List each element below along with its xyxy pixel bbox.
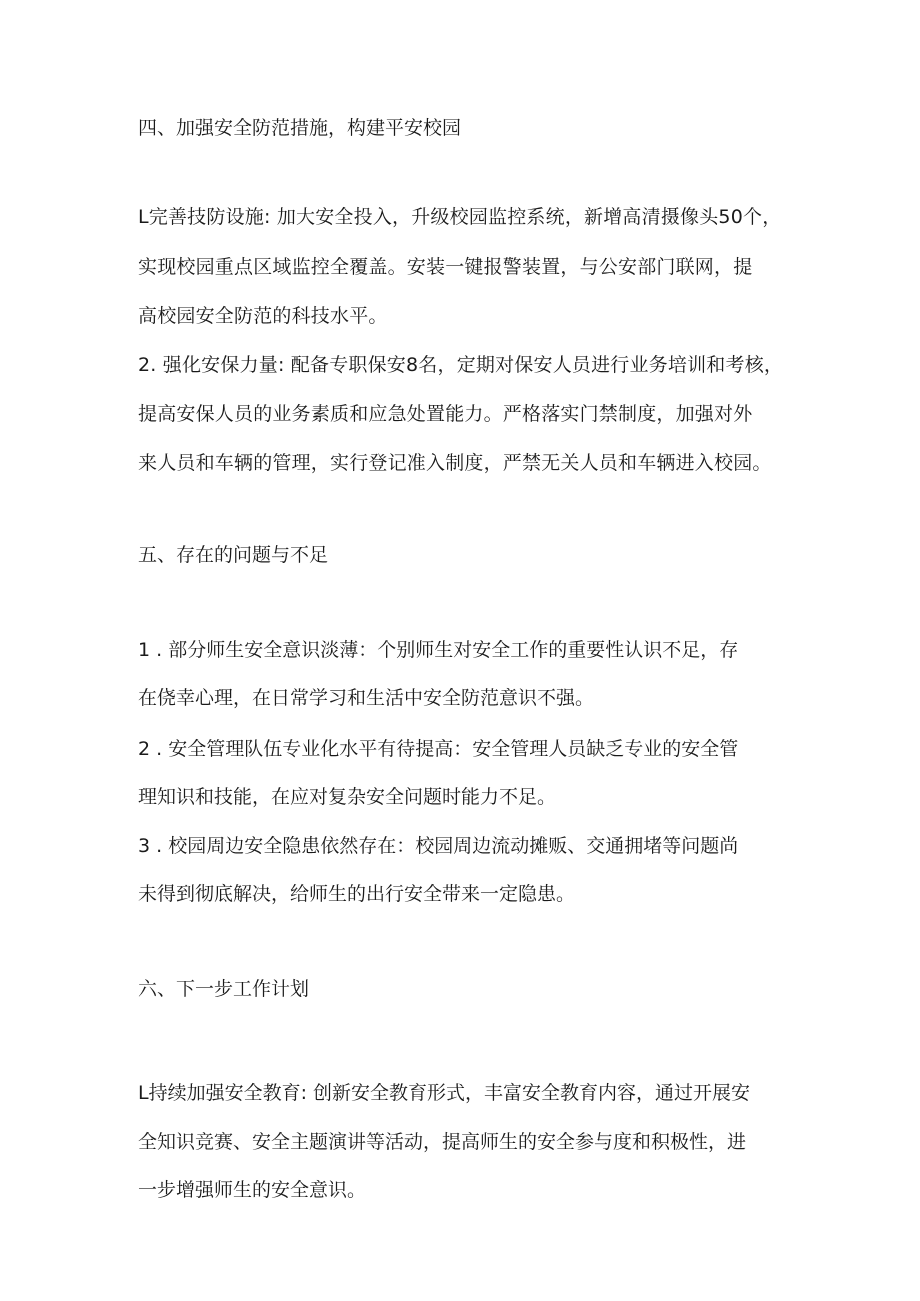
section4-item2-line3: 来人员和车辆的管理，实行登记准入制度，严禁无关人员和车辆进入校园。 [138,452,772,474]
section5-heading: 五、存在的问题与不足 [138,544,329,566]
section5-item1-line2: 在侥幸心理，在日常学习和生活中安全防范意识不强。 [138,687,595,709]
section5-item1-line1: 1 . 部分师生安全意识淡薄：个别师生对安全工作的重要性认识不足，存 [138,639,739,661]
section4-item1-line3: 高校园安全防范的科技水平。 [138,305,388,327]
section6-item1-line3: 一步增强师生的安全意识。 [138,1179,367,1201]
section6-heading: 六、下一步工作计划 [138,978,310,1000]
section5-item2-line1: 2 . 安全管理队伍专业化水平有待提高：安全管理人员缺乏专业的安全管 [138,738,739,760]
section4-heading: 四、加强安全防范措施，构建平安校园 [138,117,462,139]
section6-item1-line1: L持续加强安全教育: 创新安全教育形式，丰富安全教育内容，通过开展安 [138,1082,751,1104]
section6-item1-line2: 全知识竞赛、安全主题演讲等活动，提高师生的安全参与度和积极性，进 [138,1131,747,1153]
section4-item2-line1: 2. 强化安保力量: 配备专职保安8名，定期对保安人员进行业务培训和考核， [138,354,784,376]
section4-item1-line1: L完善技防设施: 加大安全投入，升级校园监控系统，新增高清摄像头50个， [138,206,782,228]
section4-item1-line2: 实现校园重点区域监控全覆盖。安装一键报警装置，与公安部门联网，提 [138,256,753,278]
section5-item3-line2: 未得到彻底解决，给师生的出行安全带来一定隐患。 [138,883,576,905]
section5-item3-line1: 3 . 校园周边安全隐患依然存在：校园周边流动摊贩、交通拥堵等问题尚 [138,835,739,857]
section5-item2-line2: 理知识和技能，在应对复杂安全问题时能力不足。 [138,786,557,808]
section4-item2-line2: 提高安保人员的业务素质和应急处置能力。严格落实门禁制度，加强对外 [138,403,753,425]
